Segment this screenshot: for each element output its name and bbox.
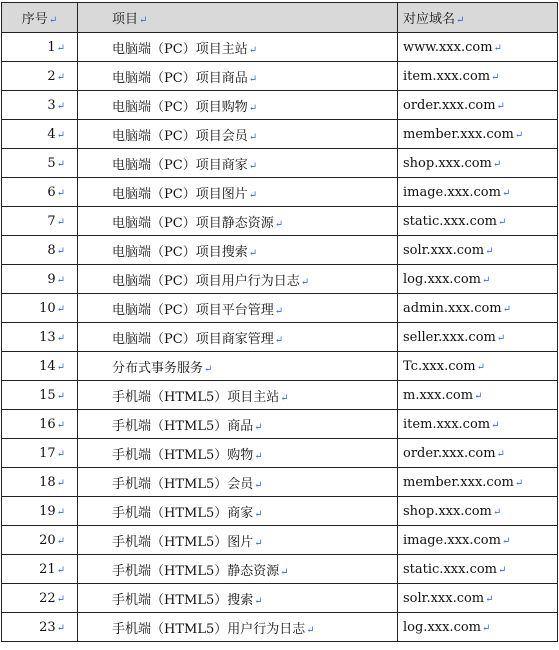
table-row (2, 91, 558, 120)
paragraph-mark-icon: ↵ (56, 129, 65, 141)
row-index-cell (2, 555, 78, 584)
paragraph-mark-icon: ↵ (56, 158, 65, 170)
row-index-cell (2, 497, 78, 526)
paragraph-mark-icon: ↵ (482, 622, 491, 634)
row-index-text: 14 (39, 358, 56, 374)
row-index-text: 22 (39, 590, 56, 606)
table-row (2, 439, 558, 468)
row-project-cell (78, 294, 398, 323)
paragraph-mark-icon: ↵ (56, 477, 65, 489)
paragraph-mark-icon: ↵ (254, 508, 263, 520)
paragraph-mark-icon: ↵ (496, 448, 505, 460)
row-index-text: 2 (47, 68, 56, 84)
row-project-cell (78, 439, 398, 468)
table-row (2, 584, 558, 613)
row-project-text: 手机端（HTML5）用户行为日志 (112, 621, 306, 637)
paragraph-mark-icon: ↵ (56, 100, 65, 112)
paragraph-mark-icon: ↵ (56, 390, 65, 402)
row-project-cell (78, 236, 398, 265)
row-domain-cell (398, 526, 558, 555)
column-header-domain: 对应域名↵ (398, 3, 558, 33)
row-domain-text: m.xxx.com (403, 387, 474, 403)
paragraph-mark-icon: ↵ (300, 276, 310, 288)
paragraph-mark-icon: ↵ (248, 44, 258, 56)
row-domain-cell (398, 555, 558, 584)
paragraph-mark-icon: ↵ (280, 566, 289, 578)
table-row (2, 207, 558, 236)
paragraph-mark-icon: ↵ (514, 129, 524, 141)
row-index-cell (2, 439, 78, 468)
paragraph-mark-icon: ↵ (280, 392, 289, 404)
row-domain-text: member.xxx.com (403, 474, 514, 490)
paragraph-mark-icon: ↵ (485, 245, 494, 257)
row-project-text: 电脑端（PC）项目主站 (112, 41, 248, 57)
column-header-index: 序号↵ (2, 3, 78, 33)
row-index-text: 21 (39, 561, 56, 577)
row-domain-text: shop.xxx.com (403, 503, 492, 519)
row-index-cell (2, 178, 78, 207)
paragraph-mark-icon: ↵ (56, 448, 65, 460)
row-domain-text: image.xxx.com (403, 532, 501, 548)
table-row (2, 352, 558, 381)
table-row (2, 33, 558, 62)
row-domain-cell (398, 207, 558, 236)
row-project-text: 手机端（HTML5）图片 (112, 534, 254, 550)
row-index-cell (2, 62, 78, 91)
row-domain-cell (398, 323, 558, 352)
row-domain-text: solr.xxx.com (403, 242, 485, 258)
row-domain-text: log.xxx.com (403, 271, 481, 287)
row-domain-cell (398, 236, 558, 265)
table-row (2, 236, 558, 265)
table-row (2, 555, 558, 584)
table-row (2, 497, 558, 526)
paragraph-mark-icon: ↵ (474, 390, 483, 402)
table-row (2, 613, 558, 642)
paragraph-mark-icon: ↵ (139, 15, 148, 26)
row-domain-text: log.xxx.com (403, 619, 481, 635)
paragraph-mark-icon: ↵ (501, 535, 511, 547)
row-index-text: 18 (39, 474, 56, 490)
row-domain-text: solr.xxx.com (403, 590, 485, 606)
row-project-cell (78, 468, 398, 497)
row-project-text: 电脑端（PC）项目购物 (112, 99, 248, 115)
row-project-cell (78, 410, 398, 439)
row-project-cell (78, 178, 398, 207)
paragraph-mark-icon: ↵ (56, 506, 65, 518)
row-project-text: 手机端（HTML5）项目主站 (112, 389, 280, 405)
table-row (2, 149, 558, 178)
row-domain-text: order.xxx.com (403, 445, 496, 461)
paragraph-mark-icon: ↵ (254, 479, 263, 491)
paragraph-mark-icon: ↵ (492, 506, 502, 518)
row-domain-cell (398, 120, 558, 149)
row-domain-cell (398, 265, 558, 294)
paragraph-mark-icon: ↵ (482, 274, 491, 286)
paragraph-mark-icon: ↵ (248, 160, 258, 172)
row-project-cell (78, 584, 398, 613)
table-row (2, 265, 558, 294)
paragraph-mark-icon: ↵ (56, 593, 65, 605)
row-domain-cell (398, 91, 558, 120)
row-index-text: 4 (47, 126, 56, 142)
paragraph-mark-icon: ↵ (248, 247, 258, 259)
row-domain-text: Tc.xxx.com (403, 358, 476, 374)
row-project-cell (78, 555, 398, 584)
row-project-text: 电脑端（PC）项目平台管理 (112, 302, 274, 318)
row-project-cell (78, 33, 398, 62)
paragraph-mark-icon: ↵ (492, 158, 502, 170)
row-project-text: 手机端（HTML5）购物 (112, 447, 254, 463)
table-row (2, 410, 558, 439)
row-domain-text: order.xxx.com (403, 97, 496, 113)
row-domain-text: static.xxx.com (403, 561, 498, 577)
table-row (2, 381, 558, 410)
paragraph-mark-icon: ↵ (476, 361, 486, 373)
paragraph-mark-icon: ↵ (274, 218, 284, 230)
row-index-text: 7 (47, 213, 56, 229)
row-index-cell (2, 33, 78, 62)
row-index-text: 8 (47, 242, 56, 258)
row-project-text: 电脑端（PC）项目商家 (112, 157, 248, 173)
row-project-cell (78, 265, 398, 294)
paragraph-mark-icon: ↵ (248, 73, 258, 85)
paragraph-mark-icon: ↵ (514, 477, 524, 489)
paragraph-mark-icon: ↵ (56, 42, 65, 54)
row-index-cell (2, 294, 78, 323)
row-project-cell (78, 62, 398, 91)
row-index-cell (2, 149, 78, 178)
row-project-cell (78, 323, 398, 352)
paragraph-mark-icon: ↵ (56, 332, 65, 344)
row-index-cell (2, 381, 78, 410)
row-index-text: 3 (47, 97, 56, 113)
paragraph-mark-icon: ↵ (485, 593, 494, 605)
row-project-text: 手机端（HTML5）静态资源 (112, 563, 280, 579)
row-index-cell (2, 91, 78, 120)
row-domain-text: static.xxx.com (403, 213, 498, 229)
row-index-cell (2, 236, 78, 265)
row-index-text: 17 (39, 445, 56, 461)
row-project-text: 手机端（HTML5）会员 (112, 476, 254, 492)
row-project-cell (78, 352, 398, 381)
paragraph-mark-icon: ↵ (491, 71, 500, 83)
paragraph-mark-icon: ↵ (248, 189, 258, 201)
row-domain-cell (398, 33, 558, 62)
row-index-cell (2, 207, 78, 236)
row-index-text: 19 (39, 503, 56, 519)
row-project-cell (78, 613, 398, 642)
row-domain-cell (398, 613, 558, 642)
paragraph-mark-icon: ↵ (56, 274, 65, 286)
row-index-text: 9 (47, 271, 56, 287)
paragraph-mark-icon: ↵ (56, 361, 65, 373)
row-project-cell (78, 120, 398, 149)
row-index-cell (2, 410, 78, 439)
row-domain-cell (398, 178, 558, 207)
paragraph-mark-icon: ↵ (56, 245, 65, 257)
column-header-project: 项目↵ (78, 3, 398, 33)
row-project-cell (78, 149, 398, 178)
row-project-text: 电脑端（PC）项目用户行为日志 (112, 273, 300, 289)
row-domain-cell (398, 584, 558, 613)
table-header-row (2, 3, 558, 33)
row-index-cell (2, 352, 78, 381)
row-project-cell (78, 207, 398, 236)
table-row (2, 323, 558, 352)
paragraph-mark-icon: ↵ (56, 187, 65, 199)
row-index-cell (2, 265, 78, 294)
row-domain-text: member.xxx.com (403, 126, 514, 142)
row-domain-cell (398, 468, 558, 497)
table-row (2, 294, 558, 323)
row-project-cell (78, 526, 398, 555)
table-row (2, 120, 558, 149)
row-project-text: 电脑端（PC）项目静态资源 (112, 215, 274, 231)
row-domain-cell (398, 352, 558, 381)
row-domain-cell (398, 294, 558, 323)
paragraph-mark-icon: ↵ (493, 42, 502, 54)
row-domain-text: shop.xxx.com (403, 155, 492, 171)
paragraph-mark-icon: ↵ (56, 419, 65, 431)
paragraph-mark-icon: ↵ (56, 622, 65, 634)
row-project-cell (78, 381, 398, 410)
row-domain-text: www.xxx.com (403, 39, 493, 55)
paragraph-mark-icon: ↵ (254, 421, 263, 433)
row-project-text: 手机端（HTML5）搜索 (112, 592, 254, 608)
row-index-text: 10 (39, 300, 56, 316)
row-index-cell (2, 584, 78, 613)
row-index-text: 20 (39, 532, 56, 548)
row-index-cell (2, 323, 78, 352)
row-domain-text: item.xxx.com (403, 416, 491, 432)
row-index-text: 13 (39, 329, 56, 345)
paragraph-mark-icon: ↵ (498, 216, 507, 228)
row-project-text: 电脑端（PC）项目搜索 (112, 244, 248, 260)
row-index-text: 6 (47, 184, 56, 200)
table-row (2, 468, 558, 497)
paragraph-mark-icon: ↵ (498, 564, 507, 576)
row-project-text: 电脑端（PC）项目会员 (112, 128, 248, 144)
row-domain-cell (398, 62, 558, 91)
row-domain-cell (398, 497, 558, 526)
row-domain-text: item.xxx.com (403, 68, 491, 84)
row-domain-cell (398, 410, 558, 439)
row-project-text: 电脑端（PC）项目商品 (112, 70, 248, 86)
row-index-text: 5 (47, 155, 56, 171)
paragraph-mark-icon: ↵ (56, 216, 65, 228)
row-project-text: 电脑端（PC）项目图片 (112, 186, 248, 202)
table-row (2, 178, 558, 207)
paragraph-mark-icon: ↵ (248, 102, 258, 114)
row-domain-text: seller.xxx.com (403, 329, 496, 345)
paragraph-mark-icon: ↵ (204, 363, 213, 375)
paragraph-mark-icon: ↵ (491, 419, 500, 431)
row-domain-cell (398, 439, 558, 468)
row-domain-cell (398, 381, 558, 410)
row-index-text: 23 (39, 619, 56, 635)
table-row (2, 62, 558, 91)
paragraph-mark-icon: ↵ (456, 15, 465, 26)
row-index-cell (2, 613, 78, 642)
row-index-cell (2, 120, 78, 149)
row-index-text: 16 (39, 416, 56, 432)
row-index-text: 1 (47, 39, 56, 55)
row-domain-text: admin.xxx.com (403, 300, 502, 316)
paragraph-mark-icon: ↵ (248, 131, 258, 143)
row-index-cell (2, 526, 78, 555)
row-project-cell (78, 91, 398, 120)
row-project-cell (78, 497, 398, 526)
domain-table (1, 2, 558, 642)
paragraph-mark-icon: ↵ (254, 450, 263, 462)
row-index-text: 15 (39, 387, 56, 403)
paragraph-mark-icon: ↵ (496, 100, 505, 112)
paragraph-mark-icon: ↵ (48, 15, 58, 26)
row-project-text: 电脑端（PC）项目商家管理 (112, 331, 274, 347)
paragraph-mark-icon: ↵ (496, 332, 506, 344)
paragraph-mark-icon: ↵ (501, 187, 511, 199)
row-index-cell (2, 468, 78, 497)
row-domain-text: image.xxx.com (403, 184, 501, 200)
paragraph-mark-icon: ↵ (254, 537, 263, 549)
row-project-text: 分布式事务服务 (112, 360, 204, 376)
paragraph-mark-icon: ↵ (274, 334, 284, 346)
paragraph-mark-icon: ↵ (56, 535, 65, 547)
row-project-text: 手机端（HTML5）商品 (112, 418, 254, 434)
paragraph-mark-icon: ↵ (274, 305, 284, 317)
paragraph-mark-icon: ↵ (56, 71, 65, 83)
paragraph-mark-icon: ↵ (56, 303, 65, 315)
row-domain-cell (398, 149, 558, 178)
row-project-text: 手机端（HTML5）商家 (112, 505, 254, 521)
paragraph-mark-icon: ↵ (56, 564, 65, 576)
paragraph-mark-icon: ↵ (502, 303, 512, 315)
table-row (2, 526, 558, 555)
paragraph-mark-icon: ↵ (254, 595, 263, 607)
paragraph-mark-icon: ↵ (306, 624, 315, 636)
